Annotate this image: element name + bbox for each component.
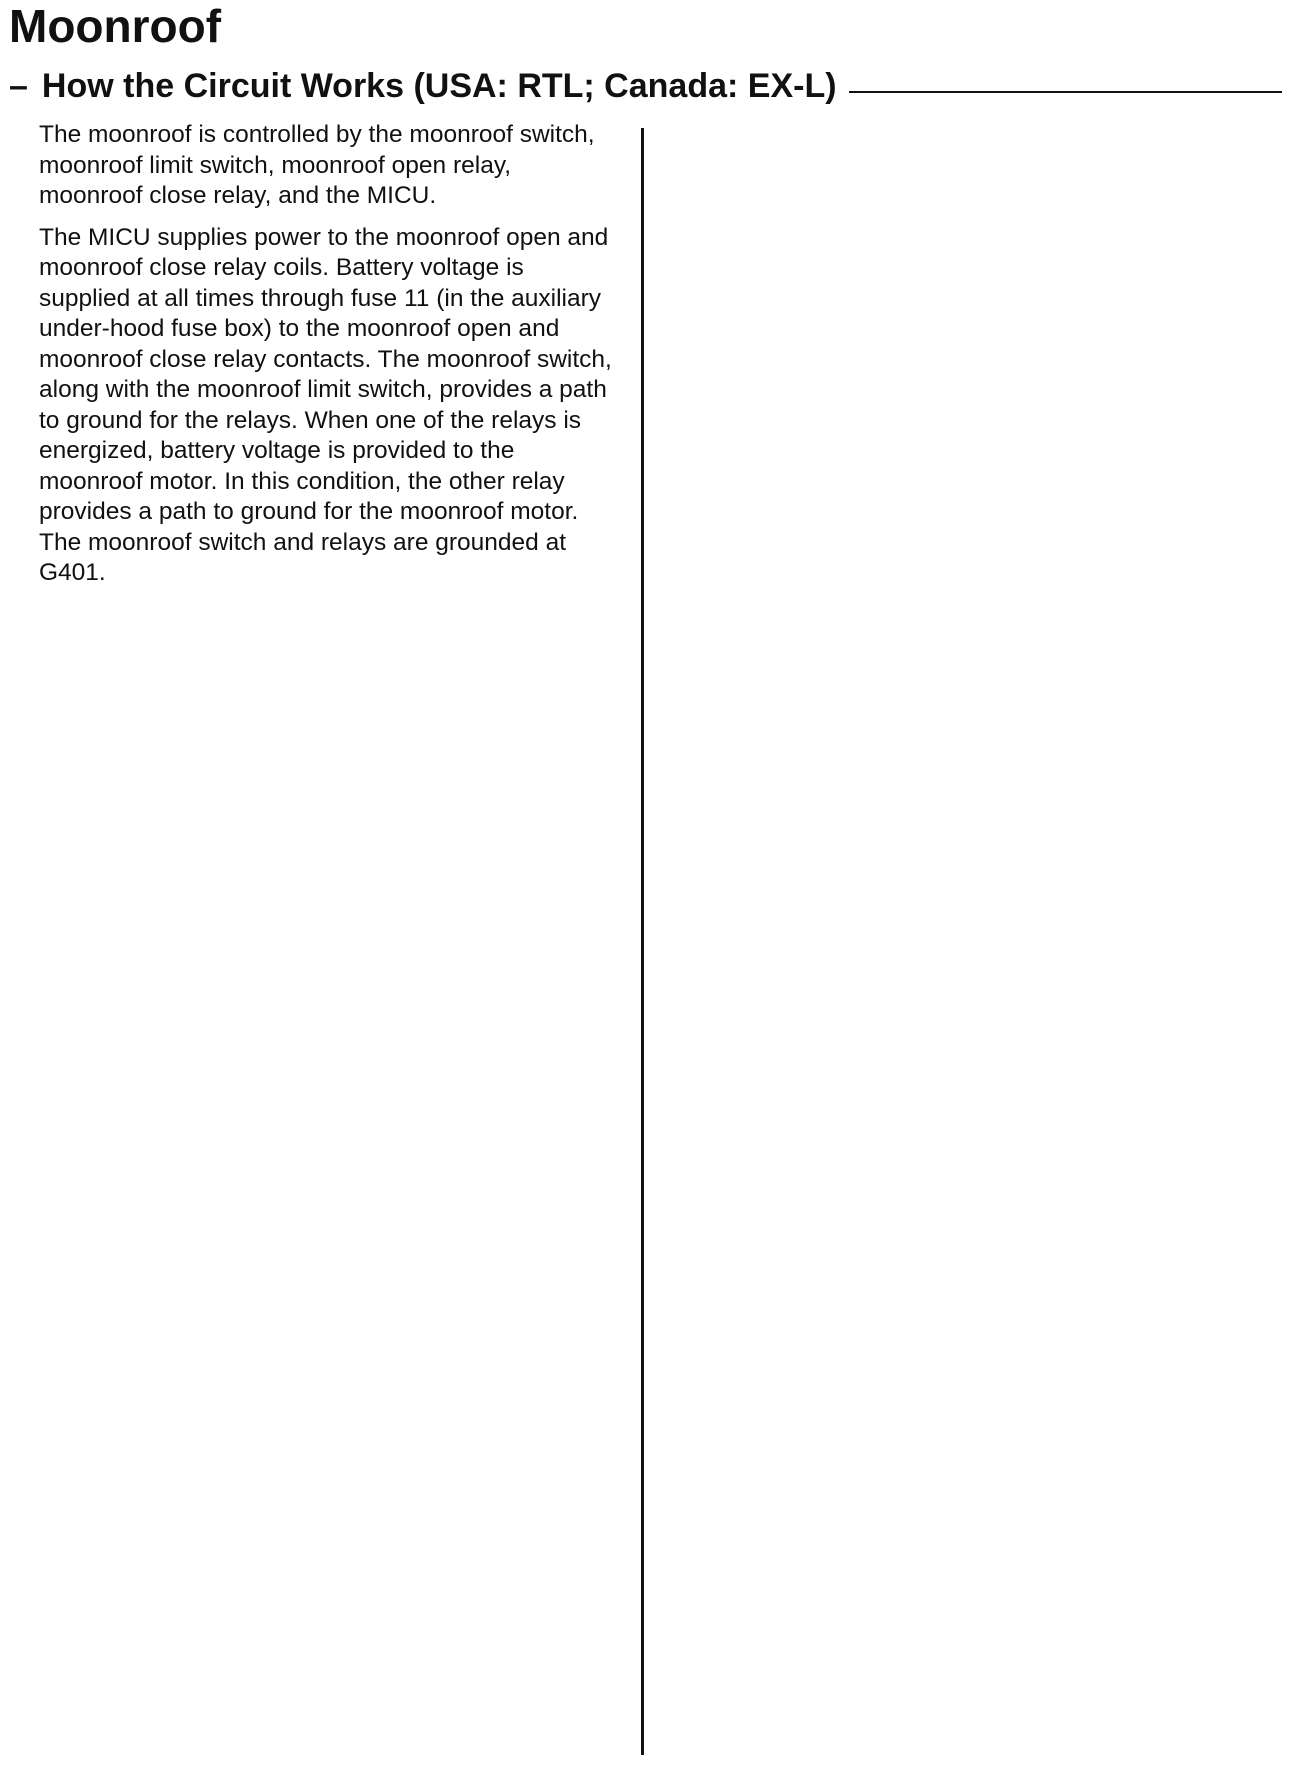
column-divider — [641, 128, 644, 1755]
paragraph-operation: The MICU supplies power to the moonroof open and moonroof close relay coils. Battery voltage is supplied at all times through fuse 11 (in the auxiliary under-hood fuse box) to the moonroof open and moonroof close relay contacts. The moonroof switch, along with the moonroof limit switch, provides a path to ground for the relays. When one of the relays is energized, battery voltage is provided to the moonroof motor. In this condition, the other relay provides a path to ground for the moonroof motor. The moonroof switch and relays are grounded at G401. — [39, 223, 612, 586]
left-column — [39, 120, 619, 600]
section-dash: – — [9, 67, 28, 105]
section-title: How the Circuit Works (USA: RTL; Canada: EX-L) — [41, 67, 837, 105]
header-rule — [849, 91, 1282, 93]
section-header — [9, 64, 1282, 108]
page-title: Moonroof — [9, 0, 222, 52]
paragraph-intro: The moonroof is controlled by the moonroof switch, moonroof limit switch, moonroof open relay, moonroof close relay, and the MICU. — [39, 121, 595, 209]
